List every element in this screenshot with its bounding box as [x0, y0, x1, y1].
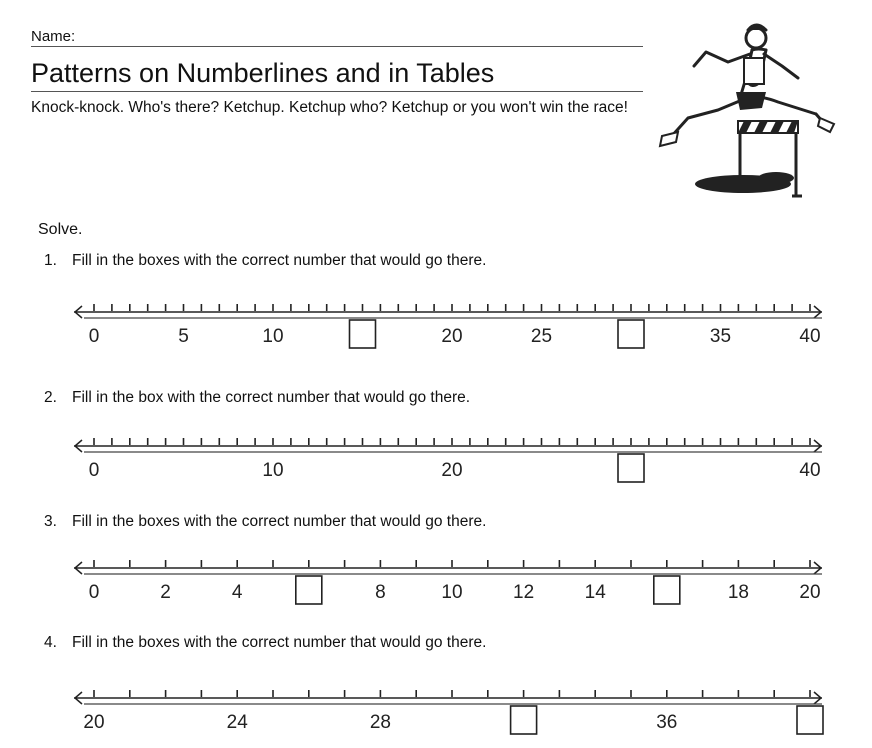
tick-label: 40: [799, 326, 821, 347]
tick-label: 36: [656, 712, 678, 733]
question-2: [44, 389, 470, 407]
question-number: 2.: [44, 389, 57, 406]
tick-label: 20: [799, 582, 821, 603]
tick-label: 2: [160, 582, 171, 603]
tick-label: 10: [262, 326, 284, 347]
name-field[interactable]: [31, 27, 643, 47]
tick-label: 20: [441, 326, 463, 347]
answer-box[interactable]: [618, 454, 644, 482]
tick-label: 40: [799, 460, 821, 481]
tick-label: 25: [530, 326, 553, 347]
answer-box[interactable]: [797, 706, 823, 734]
tick-label: 12: [513, 582, 535, 603]
question-1: [44, 252, 486, 270]
number-line-3: [70, 548, 830, 618]
answer-box[interactable]: [618, 320, 644, 348]
answer-box[interactable]: [511, 706, 537, 734]
instructions: Solve.: [38, 221, 83, 238]
tick-label: 20: [441, 460, 463, 481]
tick-label: 0: [88, 326, 100, 347]
number-line-1: [70, 292, 830, 362]
question-text: Fill in the boxes with the correct number that would go there.: [72, 252, 487, 269]
hurdler-illustration: [648, 18, 848, 208]
question-text: Fill in the boxes with the correct number that would go there.: [72, 634, 487, 651]
answer-box[interactable]: [654, 576, 680, 604]
worksheet-title: Patterns on Numberlines and in Tables: [31, 55, 643, 92]
question-4: [44, 634, 486, 652]
tick-label: 20: [83, 712, 105, 733]
question-text: Fill in the boxes with the correct number that would go there.: [72, 513, 487, 530]
tick-label: 24: [226, 712, 248, 733]
joke-text: Knock-knock. Who's there? Ketchup. Ketchup who? Ketchup or you won't win the race!: [31, 99, 628, 116]
question-3: [44, 513, 486, 531]
number-line-4: [70, 678, 830, 748]
tick-label: 14: [584, 582, 606, 603]
tick-label: 4: [231, 582, 243, 603]
question-number: 4.: [44, 634, 57, 651]
question-number: 3.: [44, 513, 57, 530]
question-text: Fill in the box with the correct number that would go there.: [72, 389, 471, 406]
tick-label: 18: [727, 582, 749, 603]
question-number: 1.: [44, 252, 57, 269]
tick-label: 0: [88, 460, 100, 481]
tick-label: 10: [441, 582, 463, 603]
name-label: Name:: [31, 28, 76, 45]
tick-label: 0: [88, 582, 100, 603]
tick-label: 5: [178, 326, 189, 347]
tick-label: 10: [262, 460, 284, 481]
tick-label: 28: [369, 712, 391, 733]
tick-label: 8: [375, 582, 386, 603]
tick-label: 35: [709, 326, 732, 347]
answer-box[interactable]: [296, 576, 322, 604]
number-line-2: [70, 426, 830, 496]
answer-box[interactable]: [350, 320, 376, 348]
